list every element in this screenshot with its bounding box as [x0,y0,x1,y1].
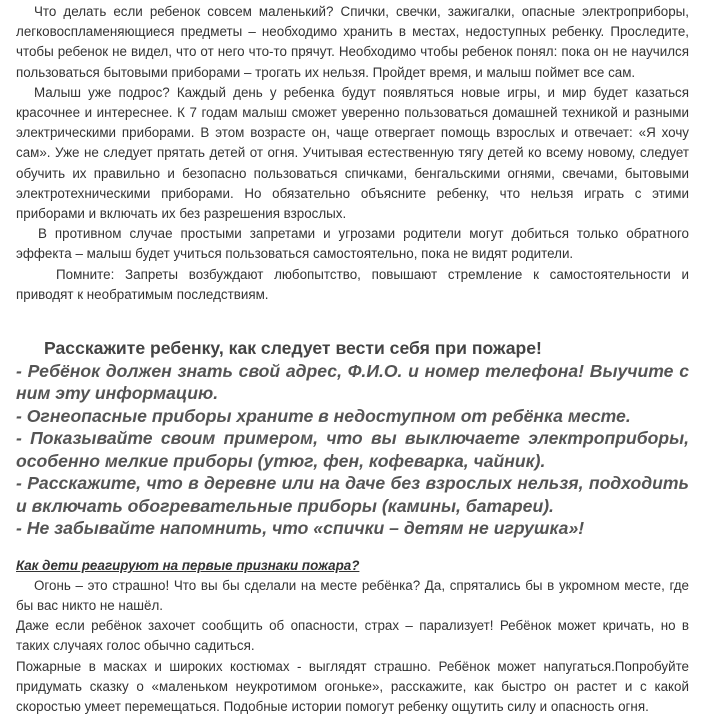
fire-rule-item: - Показывайте своим примером, что вы выключаете электроприборы, особенно мелкие приборы (утюг, фен, кофеварка, чайник). [16,428,689,471]
reaction-paragraph-firefighters: Пожарные в масках и широких костюмах - выглядят страшно. Ребёнок может напугаться.Попробуйте придумать сказку о «маленьком неукротимом огоньке», расскажите, как быстро он растет и с какой скоростью умеет перемещаться. Подобные истории помогут ребенку ощутить силу и опасность огня. [16,658,689,714]
fire-rules-section [16,337,689,540]
fire-rule-item: - Ребёнок должен знать свой адрес, Ф.И.О. и номер телефона! Выучите с ним эту информацию. [16,360,689,404]
spacer [16,305,689,337]
fire-rule-item: - Не забывайте напомнить, что «спички – детям не игрушка»! [16,518,585,539]
reaction-section [16,556,689,718]
fire-rules-heading: Расскажите ребенку, как следует вести себя при пожаре! [44,338,542,359]
reaction-paragraph-paralysis: Даже если ребёнок захочет сообщить об опасности, страх – парализует! Ребёнок может кричать, но в таких случаях голос обычно садиться. [16,618,689,654]
fire-rule-item: - Огнеопасные приборы храните в недоступном от ребёнка месте. [16,405,631,426]
spacer [16,540,689,556]
reaction-heading: Как дети реагируют на первые признаки пожара? [16,557,360,573]
reaction-paragraph-fear: Огонь – это страшно! Что вы бы сделали на месте ребёнка? Да, спрятались бы в укромном месте, где бы вас никто не нашёл. [16,577,689,613]
fire-rule-item: - Расскажите, что в деревне или на даче без взрослых нельзя, подходить и включать обогревательные приборы (камины, батареи). [16,473,689,516]
intro-paragraph-grown-child: Малыш уже подрос? Каждый день у ребенка будут появляться новые игры, и мир будет казаться красочнее и интереснее. К 7 годам малыш сможет уверенно пользоваться домашней техникой и разными электрическими приборами. В этом возрасте он, чаще отвергает помощь взрослых и отвечает: «Я хочу сам». Уже не следует прятать детей от огня. Учитывая естественную тягу детей ко всему новому, следует обучить их правильно и безопасно пользоваться спичками, бенгальскими огнями, свечами, бытовыми электротехническими приборами. Но обязательно объясните ребенку, что нельзя играть с этими приборами и включать их без разрешения взрослых. [16,84,689,222]
intro-paragraph-remember: Помните: Запреты возбуждают любопытство, повышают стремление к самостоятельности и приводят к необратимым последствиям. [16,266,689,302]
intro-paragraph-prohibitions: В противном случае простыми запретами и угрозами родители могут добиться только обратного эффекта – малыш будет учиться пользоваться самостоятельно, пока не видят родители. [16,226,689,262]
intro-paragraph-small-child: Что делать если ребенок совсем маленький? Спички, свечки, зажигалки, опасные электроприборы, легковоспламеняющиеся предметы – необходимо хранить в местах, недоступных ребенку. Проследите, чтобы ребенок не видел, что от него что-то прячут. Необходимо чтобы ребенок понял: пока он не научился пользоваться бытовыми приборами – трогать их нельзя. Пройдет время, и малыш поймет все сам. [16,4,689,80]
